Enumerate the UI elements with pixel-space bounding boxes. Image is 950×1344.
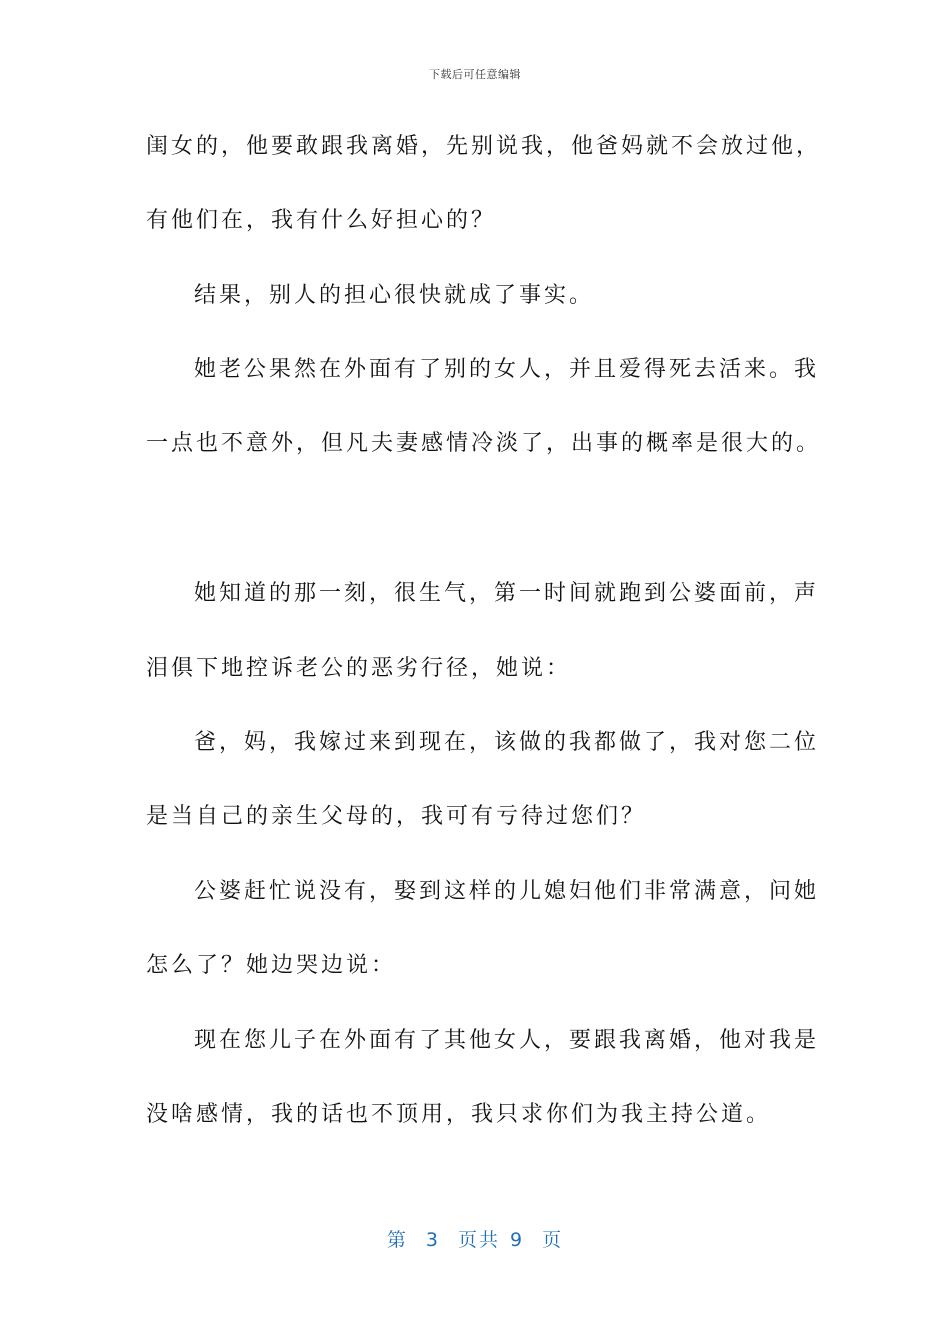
paragraph-line: 她老公果然在外面有了别的女人，并且爱得死去活来。我 <box>194 357 820 382</box>
paragraph-line: 怎么了？她边哭边说： <box>146 953 397 978</box>
paragraph-line: 一点也不意外，但凡夫妻感情冷淡了，出事的概率是很大的。 <box>146 431 822 456</box>
footer-prefix: 第 <box>386 1229 408 1251</box>
footer-middle: 页共 <box>457 1229 500 1251</box>
paragraph-line: 公婆赶忙说没有，娶到这样的儿媳妇他们非常满意，问她 <box>194 879 820 904</box>
paragraph-line: 闺女的，他要敢跟我离婚，先别说我，他爸妈就不会放过他， <box>146 134 822 159</box>
paragraph-line: 是当自己的亲生父母的，我可有亏待过您们？ <box>146 804 647 829</box>
paragraph-line: 现在您儿子在外面有了其他女人，要跟我离婚，他对我是 <box>194 1028 820 1053</box>
total-page-count: 9 <box>510 1229 525 1251</box>
footer-suffix: 页 <box>542 1229 564 1251</box>
paragraph-line: 她知道的那一刻，很生气，第一时间就跑到公婆面前，声 <box>194 581 820 606</box>
current-page-number: 3 <box>425 1229 440 1251</box>
page-footer <box>0 1225 950 1252</box>
paragraph-line: 泪俱下地控诉老公的恶劣行径，她说： <box>146 656 572 681</box>
paragraph-line: 有他们在，我有什么好担心的？ <box>146 208 497 233</box>
paragraph-line: 没啥感情，我的话也不顶用，我只求你们为我主持公道。 <box>146 1102 772 1127</box>
page-header: 下载后可任意编辑 <box>429 68 521 81</box>
paragraph-line: 爸，妈，我嫁过来到现在，该做的我都做了，我对您二位 <box>194 730 820 755</box>
paragraph-line: 结果，别人的担心很快就成了事实。 <box>194 283 595 308</box>
